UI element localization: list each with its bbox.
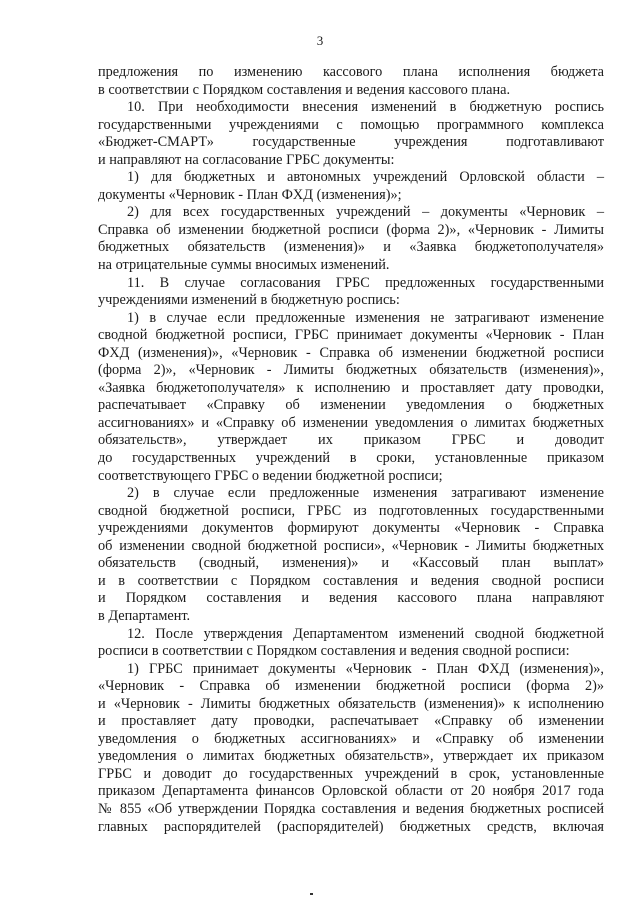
text-line: 10. При необходимости внесения изменений в бюджетную роспись — [127, 99, 604, 116]
text-line: учреждениями документов формируют документы «Черновик - Справка — [98, 520, 604, 537]
text-line: и «Черновик - Лимиты бюджетных обязательств (изменения)» к исполнению — [98, 695, 604, 712]
text-line: 2) в случае если предложенные изменения затрагивают изменение — [127, 485, 604, 502]
scan-mark — [310, 893, 313, 895]
text-line: бюджетных обязательств (изменения)» и «Заявка бюджетополучателя» — [98, 239, 604, 256]
text-line: распечатывает «Справку об изменении уведомления о бюджетных — [98, 397, 604, 414]
text-line: № 855 «Об утверждении Порядка составления и ведения бюджетных росписей — [98, 800, 604, 817]
text-line: росписи в соответствии с Порядком составления и ведения сводной росписи: — [98, 643, 570, 660]
text-line: (форма 2)», «Черновик - Лимиты бюджетных обязательств (изменения)», — [98, 362, 604, 379]
text-line: в Департамент. — [98, 607, 191, 624]
text-line: государственными учреждениями с помощью программного комплекса — [98, 116, 604, 133]
text-line: документы «Черновик - План ФХД (изменения)»; — [98, 186, 402, 203]
text-line: и проставляет дату проводки, распечатывает «Справку об изменении — [98, 713, 604, 730]
text-line: «Черновик - Справка об изменении бюджетной росписи (форма 2)» — [98, 678, 604, 695]
text-line: и направляют на согласование ГРБС документы: — [98, 151, 395, 168]
text-line: ассигнованиях» и «Справку об изменении уведомления о лимитах бюджетных — [98, 414, 604, 431]
text-line: 12. После утверждения Департаментом изменений сводной бюджетной — [127, 625, 604, 642]
text-line: главных распорядителей (распорядителей) бюджетных средств, включая — [98, 818, 604, 835]
text-line: ФХД (изменения)», «Черновик - Справка об изменении бюджетной росписи — [98, 344, 604, 361]
text-line: «Бюджет-СМАРТ» государственные учреждения подготавливают — [98, 134, 604, 151]
text-line: 1) ГРБС принимает документы «Черновик - План ФХД (изменения)», — [127, 660, 604, 677]
text-line: ГРБС и доводит до государственных учреждений в срок, установленные — [98, 765, 604, 782]
text-line: учреждениями изменений в бюджетную роспись: — [98, 292, 400, 309]
text-line: уведомления о бюджетных ассигнованиях» и «Справку об изменении — [98, 730, 604, 747]
text-line: обязательств», утверждает их приказом ГРБС и доводит — [98, 432, 604, 449]
text-line: сводной бюджетной росписи, ГРБС принимает документы «Черновик - План — [98, 327, 604, 344]
text-line: и Порядком составления и ведения кассового плана направляют — [98, 590, 604, 607]
text-line: на отрицательные суммы вносимых изменений. — [98, 257, 390, 274]
text-line: приказом Департамента финансов Орловской области от 20 ноября 2017 года — [98, 783, 604, 800]
text-line: об изменении сводной бюджетной росписи», «Черновик - Лимиты бюджетных — [98, 537, 604, 554]
page-number: 3 — [316, 33, 324, 48]
text-line: в соответствии с Порядком составления и ведения кассового плана. — [98, 81, 511, 98]
text-line: до государственных учреждений в сроки, установленные приказом — [98, 450, 604, 467]
text-line: 11. В случае согласования ГРБС предложенных государственными — [127, 274, 604, 291]
text-line: 1) в случае если предложенные изменения не затрагивают изменение — [127, 309, 604, 326]
text-line: уведомления о лимитах бюджетных обязательств», утверждает их приказом — [98, 748, 604, 765]
text-line: и в соответствии с Порядком составления и ведения сводной росписи — [98, 572, 604, 589]
document-body — [98, 64, 604, 836]
text-line: Справка об изменении бюджетной росписи (форма 2)», «Черновик - Лимиты — [98, 221, 604, 238]
text-line: сводной бюджетной росписи, ГРБС из подготовленных государственными — [98, 502, 604, 519]
text-line: 2) для всех государственных учреждений – документы «Черновик – — [127, 204, 604, 221]
text-line: «Заявка бюджетополучателя» к исполнению и проставляет дату проводки, — [98, 379, 604, 396]
text-line: обязательств (сводный, изменения)» и «Кассовый план выплат» — [98, 555, 604, 572]
text-line: предложения по изменению кассового плана исполнения бюджета — [98, 64, 604, 80]
text-line: 1) для бюджетных и автономных учреждений Орловской области – — [127, 169, 604, 186]
text-line: соответствующего ГРБС о ведении бюджетной росписи; — [98, 467, 443, 484]
